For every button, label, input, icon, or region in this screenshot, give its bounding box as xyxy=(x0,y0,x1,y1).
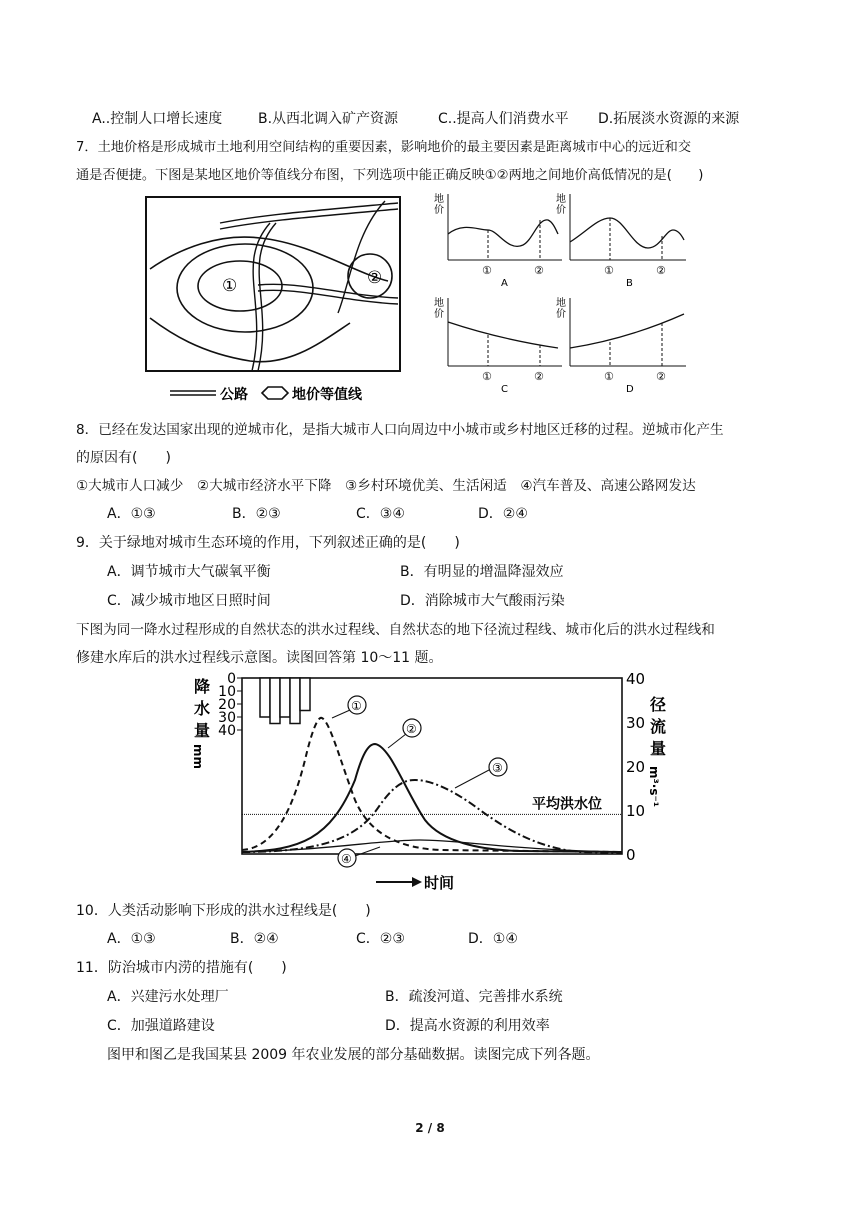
curve-4-groundwater xyxy=(242,840,622,852)
q9-option-c: C．减少城市地区日照时间 xyxy=(107,593,271,609)
left-tick-label: 30 xyxy=(218,710,236,726)
chart-c-label: C xyxy=(501,384,508,395)
precipitation-bar xyxy=(300,678,310,711)
q9-option-d: D．消除城市大气酸雨污染 xyxy=(400,593,565,609)
q8-stem-line2: 的原因有( ) xyxy=(76,450,171,466)
curve-1-urbanized xyxy=(242,718,622,852)
map-point-2: ② xyxy=(367,268,383,288)
chart-c-ylabel-bottom: 价 xyxy=(434,309,444,320)
chart-c-ylabel-top: 地 xyxy=(434,298,444,309)
chart-c-x1: ① xyxy=(482,370,492,383)
chart-b-ylabel-bottom: 价 xyxy=(556,205,566,216)
chart-d-curve xyxy=(570,314,684,348)
intro-next-questions: 图甲和图乙是我国某县 2009 年农业发展的部分基础数据。读图完成下列各题。 xyxy=(107,1047,600,1063)
q8-option-c: C．③④ xyxy=(356,506,405,522)
chart-d-x1: ① xyxy=(604,370,614,383)
chart-b-x1: ① xyxy=(604,264,614,277)
q10-option-c: C．②③ xyxy=(356,931,405,947)
chart-b-x2: ② xyxy=(656,264,666,277)
q10-option-a: A．①③ xyxy=(107,931,156,947)
q11-stem: 11．防治城市内涝的措施有( ) xyxy=(76,960,287,976)
map-point-1: ① xyxy=(222,276,238,296)
page-number: 2 / 8 xyxy=(415,1121,445,1135)
chart-d-label: D xyxy=(626,384,634,395)
legend-contour-label: 地价等值线 xyxy=(292,387,362,403)
chart-d-ylabel-top: 地 xyxy=(556,298,566,309)
right-tick-label: 40 xyxy=(626,670,646,688)
chart-a-ylabel-top: 地 xyxy=(434,194,444,205)
precipitation-bar xyxy=(260,678,270,717)
curve-label-1: ① xyxy=(351,699,362,713)
right-tick-label: 0 xyxy=(626,846,636,864)
curve-label-3: ③ xyxy=(492,761,503,775)
chart-a xyxy=(434,192,562,289)
left-tick-label: 40 xyxy=(218,723,236,739)
precipitation-bar xyxy=(290,678,300,724)
left-tick-label: 10 xyxy=(218,684,236,700)
average-flood-level-label: 平均洪水位 xyxy=(532,796,602,813)
q6-option-b: B.从西北调入矿产资源 xyxy=(258,111,399,127)
q9-option-a: A．调节城市大气碳氧平衡 xyxy=(107,564,271,580)
chart-a-curve xyxy=(448,220,558,247)
q10-option-d: D．①④ xyxy=(468,931,518,947)
chart-b-label: B xyxy=(626,278,633,289)
q11-option-a: A．兴建污水处理厂 xyxy=(107,989,229,1005)
q11-option-d: D．提高水资源的利用效率 xyxy=(385,1018,550,1034)
left-tick-label: 0 xyxy=(227,671,236,687)
chart-d xyxy=(556,296,686,395)
q11-option-c: C．加强道路建设 xyxy=(107,1018,215,1034)
q10-stem: 10．人类活动影响下形成的洪水过程线是( ) xyxy=(76,903,371,919)
q11-option-b: B．疏浚河道、完善排水系统 xyxy=(385,989,563,1005)
q7-stem-line1: 7．土地价格是形成城市土地利用空间结构的重要因素，影响地价的最主要因素是距离城市中心的远近和交 xyxy=(76,140,692,155)
legend-road-label: 公路 xyxy=(220,387,248,403)
q8-option-d: D．②④ xyxy=(478,506,528,522)
flood-hydrograph-chart xyxy=(180,670,680,892)
chart-b xyxy=(556,192,686,289)
left-axis-label-1: 降 xyxy=(194,677,211,696)
right-axis-label-2: 流 xyxy=(650,717,667,736)
curve-label-2: ② xyxy=(406,722,417,736)
chart-a-label: A xyxy=(501,278,508,289)
chart-c xyxy=(434,296,562,395)
q8-statements: ①大城市人口减少 ②大城市经济水平下降 ③乡村环境优美、生活闲适 ④汽车普及、高速公路网发达 xyxy=(76,478,696,494)
chart-d-ylabel-bottom: 价 xyxy=(556,309,566,320)
chart-c-x2: ② xyxy=(534,370,544,383)
q7-stem-line2: 通是否便捷。下图是某地区地价等值线分布图，下列选项中能正确反映①②两地之间地价高低情况的是( ) xyxy=(76,168,704,183)
right-tick-label: 10 xyxy=(626,802,646,820)
contour-legend-symbol xyxy=(262,387,288,399)
chart-b-curve xyxy=(570,218,684,248)
right-axis-label-3: 量 xyxy=(650,739,667,758)
right-tick-label: 20 xyxy=(626,758,646,776)
left-axis-label-3: 量 xyxy=(194,721,211,740)
precipitation-bar xyxy=(270,678,280,724)
left-tick-label: 20 xyxy=(218,697,236,713)
intro-10-11-line2: 修建水库后的洪水过程线示意图。读图回答第 10～11 题。 xyxy=(76,650,443,666)
q8-option-b: B．②③ xyxy=(232,506,281,522)
precipitation-bar xyxy=(280,678,290,717)
intro-10-11-line1: 下图为同一降水过程形成的自然状态的洪水过程线、自然状态的地下径流过程线、城市化后的洪水过程线和 xyxy=(76,622,715,638)
chart-b-ylabel-top: 地 xyxy=(556,194,566,205)
right-axis-label-unit: m³·s⁻¹ xyxy=(647,766,661,808)
q9-option-b: B．有明显的增温降湿效应 xyxy=(400,564,564,580)
q9-stem: 9．关于绿地对城市生态环境的作用，下列叙述正确的是( ) xyxy=(76,535,460,551)
left-axis-label-2: 水 xyxy=(194,699,211,718)
chart-a-x2: ② xyxy=(534,264,544,277)
q6-option-c: C..提高人们消费水平 xyxy=(438,111,569,127)
chart-a-ylabel-bottom: 价 xyxy=(434,205,444,216)
curve-label-4: ④ xyxy=(341,852,352,866)
left-axis-label-unit: mm xyxy=(191,744,205,770)
land-price-map xyxy=(140,193,410,403)
curve-3-reservoir xyxy=(242,780,622,853)
right-tick-label: 30 xyxy=(626,714,646,732)
chart-a-x1: ① xyxy=(482,264,492,277)
land-price-charts xyxy=(428,190,690,400)
q6-option-d: D.拓展淡水资源的来源 xyxy=(598,111,740,127)
chart-d-x2: ② xyxy=(656,370,666,383)
q8-option-a: A．①③ xyxy=(107,506,156,522)
q8-stem-line1: 8．已经在发达国家出现的逆城市化，是指大城市人口向周边中小城市或乡村地区迁移的过程。逆城市化产生 xyxy=(76,422,724,438)
right-axis-label-1: 径 xyxy=(650,695,667,714)
q6-option-a: A..控制人口增长速度 xyxy=(92,111,223,127)
chart-c-curve xyxy=(448,322,558,348)
q10-option-b: B．②④ xyxy=(230,931,279,947)
x-axis-label: 时间 xyxy=(424,874,455,892)
